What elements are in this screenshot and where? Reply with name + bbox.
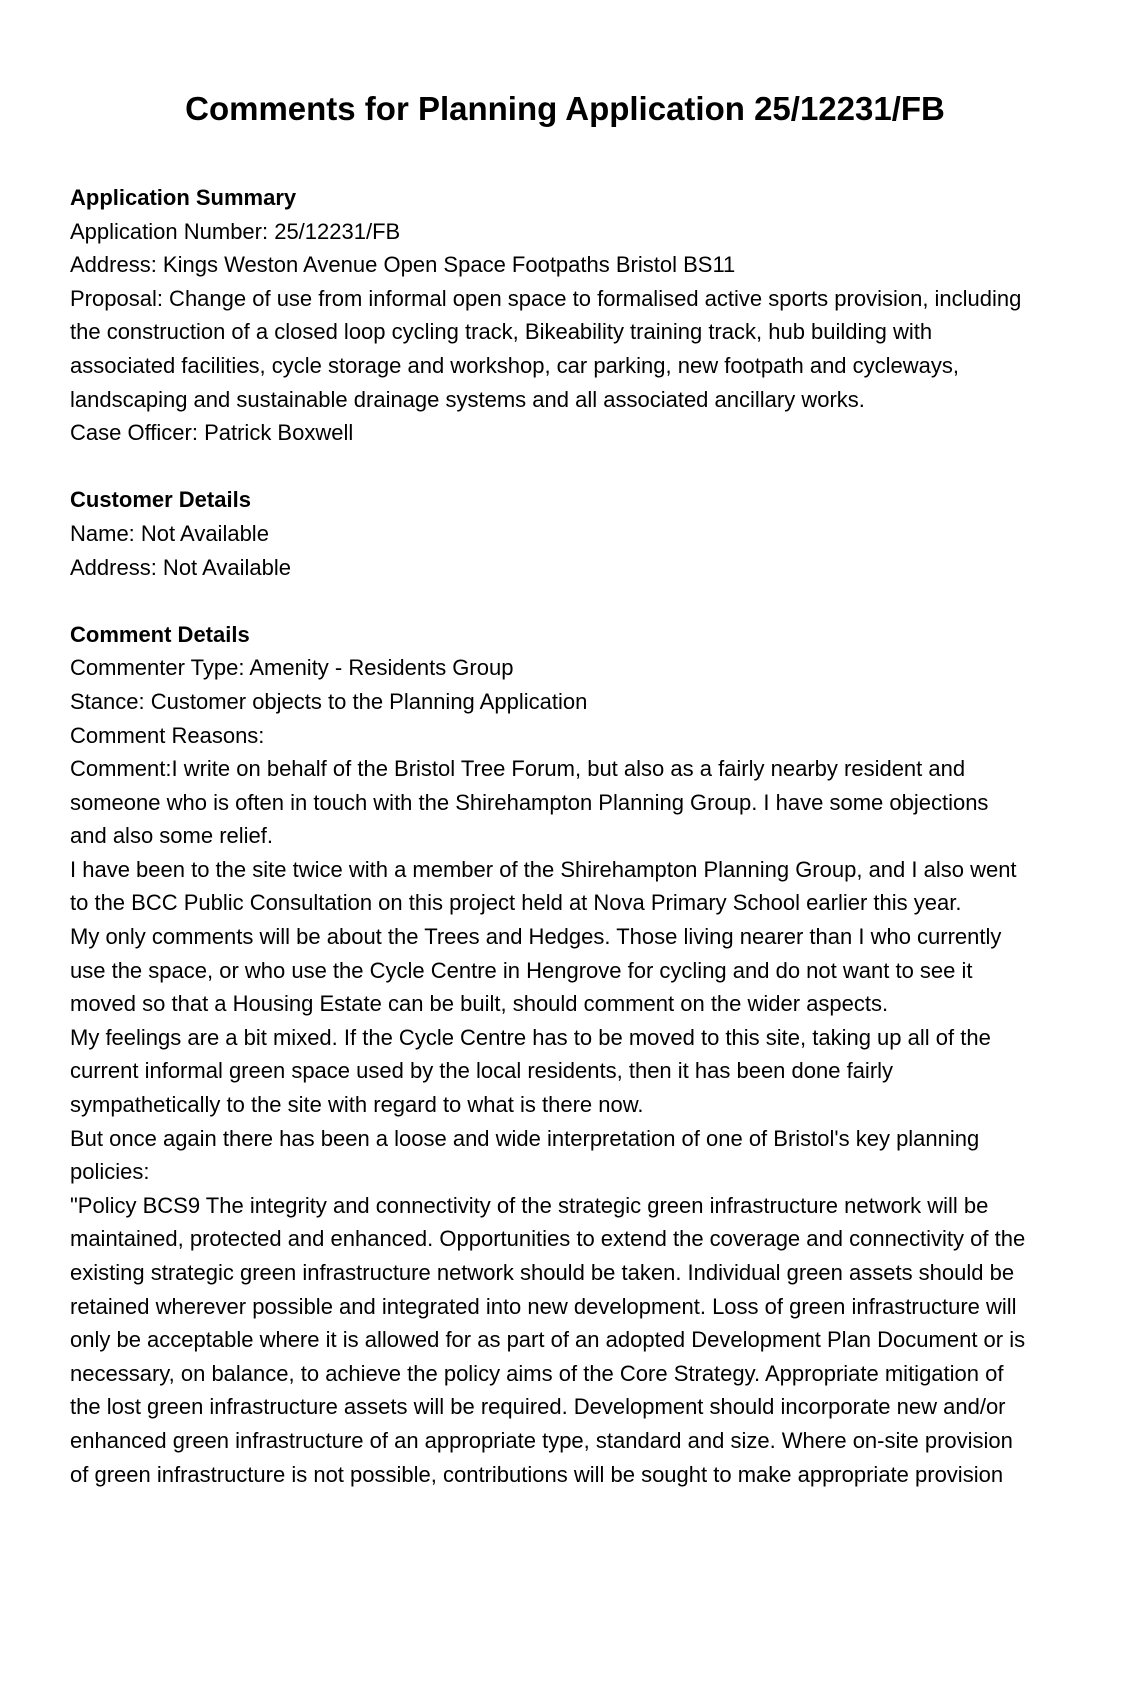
document-section (70, 618, 1027, 1491)
section-heading: Customer Details (70, 487, 251, 513)
paragraph: My feelings are a bit mixed. If the Cycle Centre has to be moved to this site, taking up all of the current informal green space used by the local residents, then it has been done fairly sympathetically to the site with regard to what is there now. (70, 1024, 991, 1118)
section-heading: Application Summary (70, 185, 297, 210)
paragraph: Proposal: Change of use from informal open space to formalised active sports provision, including the construction of a closed loop cycling track, Bikeability training track, hub building with associated facilities, cycle storage and workshop, car parking, new footpath and cycleways, landscaping and sustainable drainage systems and all associated ancillary works. (70, 285, 1022, 412)
paragraph: Case Officer: Patrick Boxwell (70, 420, 354, 446)
paragraph: Comment:I write on behalf of the Bristol Tree Forum, but also as a fairly nearby resident and someone who is often in touch with the Shirehampton Planning Group. I have some objections and also some relief. (70, 756, 989, 849)
paragraph: Address: Not Available (70, 554, 291, 580)
section-heading: Comment Details (70, 621, 250, 647)
paragraph: Comment Reasons: (70, 722, 265, 748)
paragraph: Address: Kings Weston Avenue Open Space Footpaths Bristol BS11 (70, 252, 736, 278)
paragraph: "Policy BCS9 The integrity and connectivity of the strategic green infrastructure network will be maintained, protected and enhanced. Opportunities to extend the coverage and connectivity of the existing strategic green infrastructure network should be taken. Individual green assets should be retained wherever possible and integrated into new development. Loss of green infrastructure will only be acceptable where it is allowed for as part of an adopted Development Plan Document or is necessary, on balance, to achieve the policy aims of the Core Strategy. Appropriate mitigation of the lost green infrastructure assets will be required. Development should incorporate new and/or enhanced green infrastructure of an appropriate type, standard and size. Where on-site provision of green infrastructure is not possible, contributions will be sought to make appropriate provision (70, 1192, 1026, 1487)
paragraph: Application Number: 25/12231/FB (70, 218, 401, 244)
document-section (70, 181, 1027, 450)
document-page (0, 89, 1130, 1689)
paragraph: I have been to the site twice with a member of the Shirehampton Planning Group, and I also went to the BCC Public Consultation on this project held at Nova Primary School earlier this year. (70, 856, 1017, 916)
document-body (70, 181, 1027, 1491)
paragraph: But once again there has been a loose and wide interpretation of one of Bristol's key planning policies: (70, 1125, 980, 1185)
paragraph: Name: Not Available (70, 520, 269, 546)
document-title: Comments for Planning Application 25/12231/FB (185, 90, 945, 127)
document-section (70, 483, 1027, 584)
paragraph: My only comments will be about the Trees and Hedges. Those living nearer than I who currently use the space, or who use the Cycle Centre in Hengrove for cycling and do not want to see it moved so that a Housing Estate can be built, should comment on the wider aspects. (70, 924, 1002, 1017)
paragraph: Stance: Customer objects to the Planning Application (70, 688, 588, 714)
paragraph: Commenter Type: Amenity - Residents Group (70, 655, 514, 681)
